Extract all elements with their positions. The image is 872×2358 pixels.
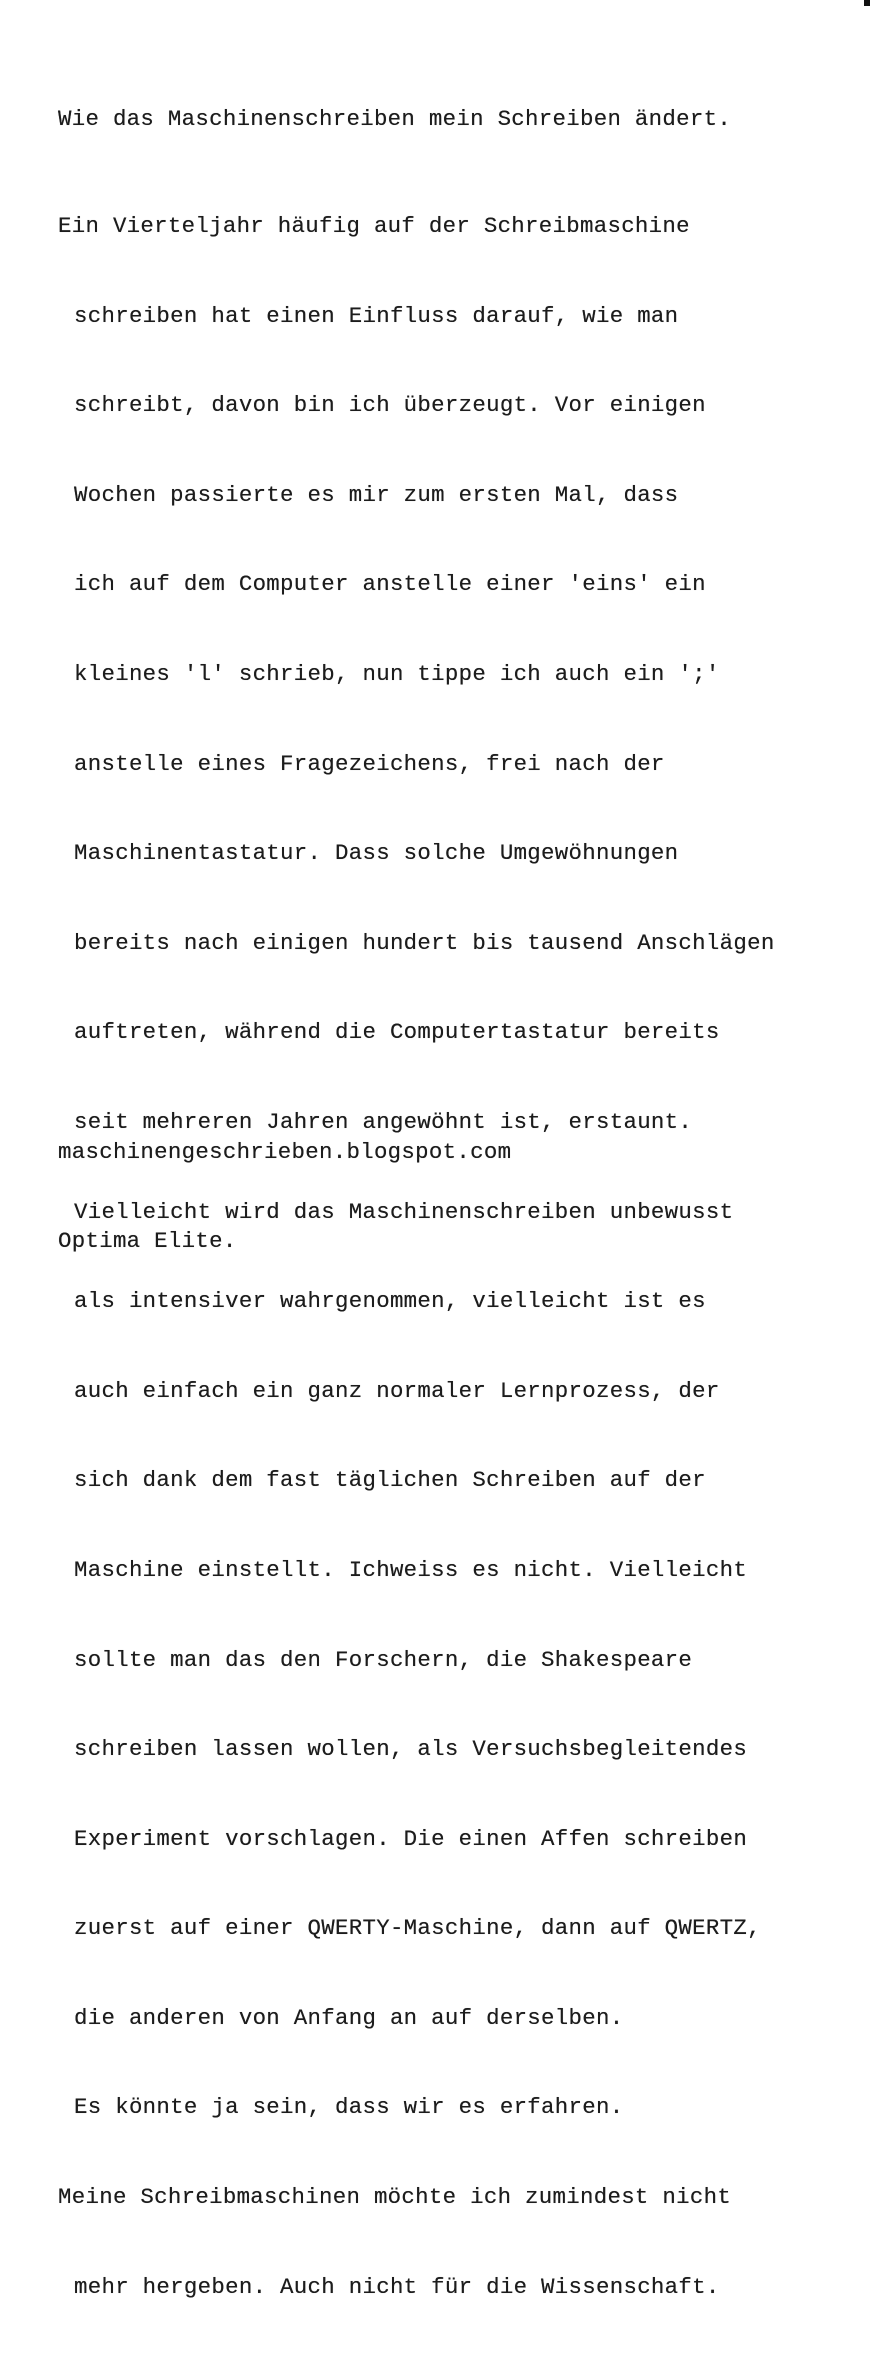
body-line: sollte man das den Forschern, die Shakespeare [74,1646,693,1673]
body-line: Vielleicht wird das Maschinenschreiben unbewusst [74,1198,734,1225]
body-line: schreiben hat einen Einfluss darauf, wie man [74,302,679,329]
body-line: sich dank dem fast täglichen Schreiben auf der [74,1467,706,1494]
body-line: schreiben lassen wollen, als Versuchsbegleitendes [74,1736,748,1763]
body-line: anstelle eines Fragezeichens, frei nach der [74,750,665,777]
document-footer [58,1082,511,1312]
document-title: Wie das Maschinenschreiben mein Schreiben ändert. [58,106,732,132]
body-line: Ein Vierteljahr häufig auf der Schreibmaschine [58,213,690,239]
body-line: ich auf dem Computer anstelle einer 'eins' ein [74,571,706,598]
body-line: auftreten, während die Computertastatur bereits [74,1019,720,1046]
body-line: Maschinentastatur. Dass solche Umgewöhnungen [74,840,679,867]
body-line: Maschine einstellt. Ichweiss es nicht. Vielleicht [74,1556,748,1583]
body-line: mehr hergeben. Auch nicht für die Wissenschaft. [74,2273,720,2300]
body-line: zuerst auf einer QWERTY-Maschine, dann auf QWERTZ, [74,1915,761,1942]
footer-url: maschinengeschrieben.blogspot.com [58,1139,512,1165]
page-edge-mark [864,0,870,6]
body-line: Meine Schreibmaschinen möchte ich zumindest nicht [58,2184,732,2211]
body-line: die anderen von Anfang an auf derselben. [74,2004,624,2031]
body-line: bereits nach einigen hundert bis tausend Anschlägen [74,929,775,956]
footer-machine: Optima Elite. [58,1228,237,1254]
body-line: als intensiver wahrgenommen, vielleicht ist es [74,1288,706,1315]
body-line: Wochen passierte es mir zum ersten Mal, dass [74,481,679,508]
body-line: kleines 'l' schrieb, nun tippe ich auch ein ';' [74,660,720,687]
body-line: Experiment vorschlagen. Die einen Affen schreiben [74,1825,748,1852]
body-line: schreibt, davon bin ich überzeugt. Vor einigen [74,392,706,419]
body-line: seit mehreren Jahren angewöhnt ist, erstaunt. [74,1108,693,1135]
body-line: Es könnte ja sein, dass wir es erfahren. [74,2094,624,2121]
body-line: auch einfach ein ganz normaler Lernprozess, der [74,1377,720,1404]
